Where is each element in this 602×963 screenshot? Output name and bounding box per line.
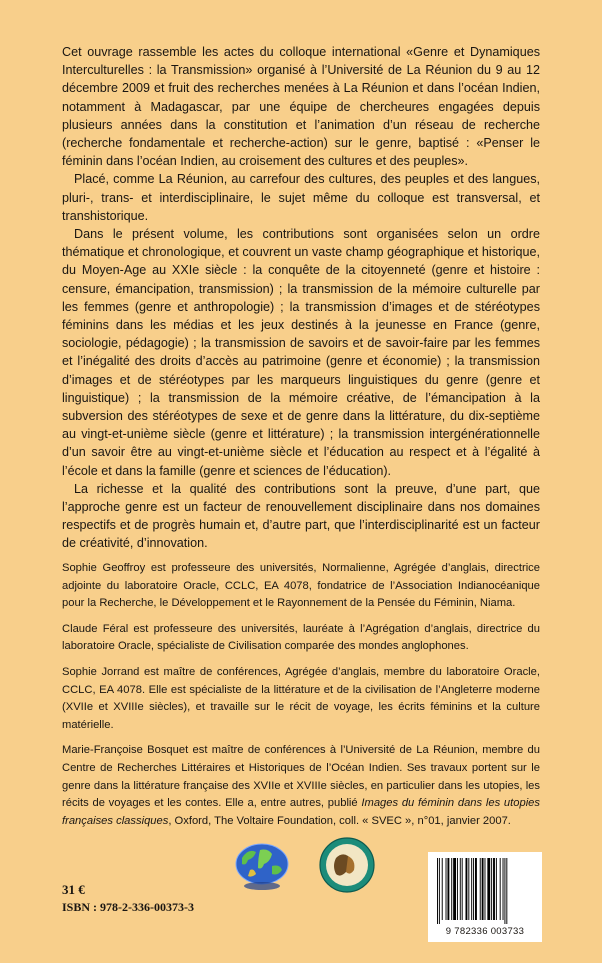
author-bio: Claude Féral est professeure des universités, lauréate à l’Agrégation d’anglais, directrice du laboratoire Oracle, spécialiste de Civilisation comparée des mondes anglophones. (62, 622, 540, 653)
description-paragraph: Cet ouvrage rassemble les actes du colloque international «Genre et Dynamiques Interculturelles : la Transmission» organisé à l’Université de La Réunion du 9 au 12 décembre 2009 et fruit des recherches menées à La Réunion et dans l’océan Indien, notamment à Madagascar, par une équipe de chercheures engagées depuis plusieurs années dans la constitution et l’animation d’un réseau de recherche (recherche fondamentale et recherche-action) sur le genre, baptisé : «Penser le féminin dans l’océan Indien, au croisement des cultures et des peuples». (62, 45, 540, 169)
circular-seal-logo (318, 834, 376, 896)
author-bios (62, 560, 540, 830)
bio-text: Marie-Françoise Bosquet est maître de conférences à l’Université de La Réunion, membre du Centre de Recherches Littéraires et Historiques de l’Océan Indien. Ses travaux portent sur le genre dans la littérature française des XVIIe et XVIIIe siècles, en particulier dans les utopies, les récits de voyages et les contes. Elle a, entre autres, publié (62, 744, 540, 810)
barcode-bar (482, 858, 484, 920)
barcode-bar (493, 858, 495, 920)
barcode-bar (442, 858, 443, 920)
book-description (62, 43, 540, 553)
barcode-number: 9 782336 003733 (445, 926, 525, 937)
barcode-bar (468, 858, 469, 920)
barcode-bar (500, 858, 501, 920)
barcode-bar (487, 858, 490, 920)
barcode-bar (453, 858, 456, 920)
barcode-bar (485, 858, 486, 920)
barcode-bar (447, 858, 449, 920)
barcode-bar (475, 858, 477, 920)
barcode-bar (480, 858, 481, 920)
barcode-bar (506, 858, 507, 924)
description-paragraph: La richesse et la qualité des contributions sont la preuve, d’une part, que l’approche genre est un facteur de renouvellement disciplinaire dans nos domaines respectifs et de progrès humain et, d’autre part, que l’interdisciplinarité est un facteur de créativité, d’innovation. (62, 481, 540, 551)
bio-text: , Oxford, The Voltaire Foundation, coll. « SVEC », n°01, janvier 2007. (168, 814, 511, 827)
barcode-bar (439, 858, 440, 924)
barcode-bar (460, 858, 461, 920)
barcode-bar (473, 858, 474, 920)
description-paragraph: Placé, comme La Réunion, au carrefour des cultures, des peuples et des langues, pluri-, trans- et interdisciplinaire, le sujet même du colloque est transversal, et transhistorique. (62, 172, 540, 223)
barcode-bars (436, 858, 534, 924)
author-bio: Sophie Jorrand est maître de conférences, Agrégée d’anglais, membre du laboratoire Oracle, CCLC, EA 4078. Elle est spécialiste de la littérature et de la civilisation de l’Angleterre moderne (XVIIe et XVIIIe siècles), et travaille sur le récit de voyage, les écrits féminins et la culture matérielle. (62, 665, 540, 731)
description-paragraph: Dans le présent volume, les contributions sont organisées selon un ordre thématique et chronologique, et couvrent un vaste champ géographique et historique, du Moyen-Age au XXIe siècle : la conquête de la citoyenneté (genre et histoire : censure, émancipation, transmission) ; la transmission de la mémoire culturelle par les femmes (genre et anthropologie) ; la transmission d’images et de stéréotypes féminins dans les médias et les jeux destinés à la jeunesse en France (genre, sociologie, pédagogie) ; la transmission de savoirs et de savoir-faire par les femmes et l’inégalité des droits d’accès au patrimoine (genre et économie) ; la transmission d’images et de stéréotypes par les marqueurs linguistiques du genre (genre et linguistique) ; la transmission de la mémoire créative, de l’émancipation à la subversion des stéréotypes de sexe et de genre dans la littérature, du dix-septième au vingt-et-unième siècle (genre et littérature) ; la transmission intergénérationnelle d’un savoir être au vingt-et-unième siècle et l’éducation au respect et à l’égalité à l’école et dans la famille (genre et sciences de l’éducation). (62, 227, 540, 478)
author-bio: Sophie Geoffroy est professeure des universités, Normalienne, Agrégée d’anglais, directrice adjointe du laboratoire Oracle, CCLC, EA 4078, fondatrice de l’Association Indianocéanique pour la Recherche, le Développement et le Rayonnement de la Pensée du Féminin, Niama. (62, 562, 540, 610)
barcode-bar (504, 858, 505, 924)
barcode (428, 852, 542, 942)
author-bio (62, 742, 540, 830)
barcode-bar (462, 858, 463, 920)
barcode-bar (496, 858, 497, 920)
price: 31 € (62, 882, 85, 897)
barcode-bar (437, 858, 438, 924)
barcode-bar (503, 858, 504, 920)
book-title-italic: Images du féminin dans les utopies françaises classiques (62, 797, 540, 827)
barcode-bar (446, 858, 447, 920)
barcode-bar (471, 858, 472, 920)
globe-logo (232, 840, 292, 892)
barcode-bar (451, 858, 452, 920)
barcode-bar (491, 858, 492, 920)
barcode-bar (457, 858, 458, 920)
barcode-bar (466, 858, 468, 920)
isbn: ISBN : 978-2-336-00373-3 (62, 900, 194, 914)
